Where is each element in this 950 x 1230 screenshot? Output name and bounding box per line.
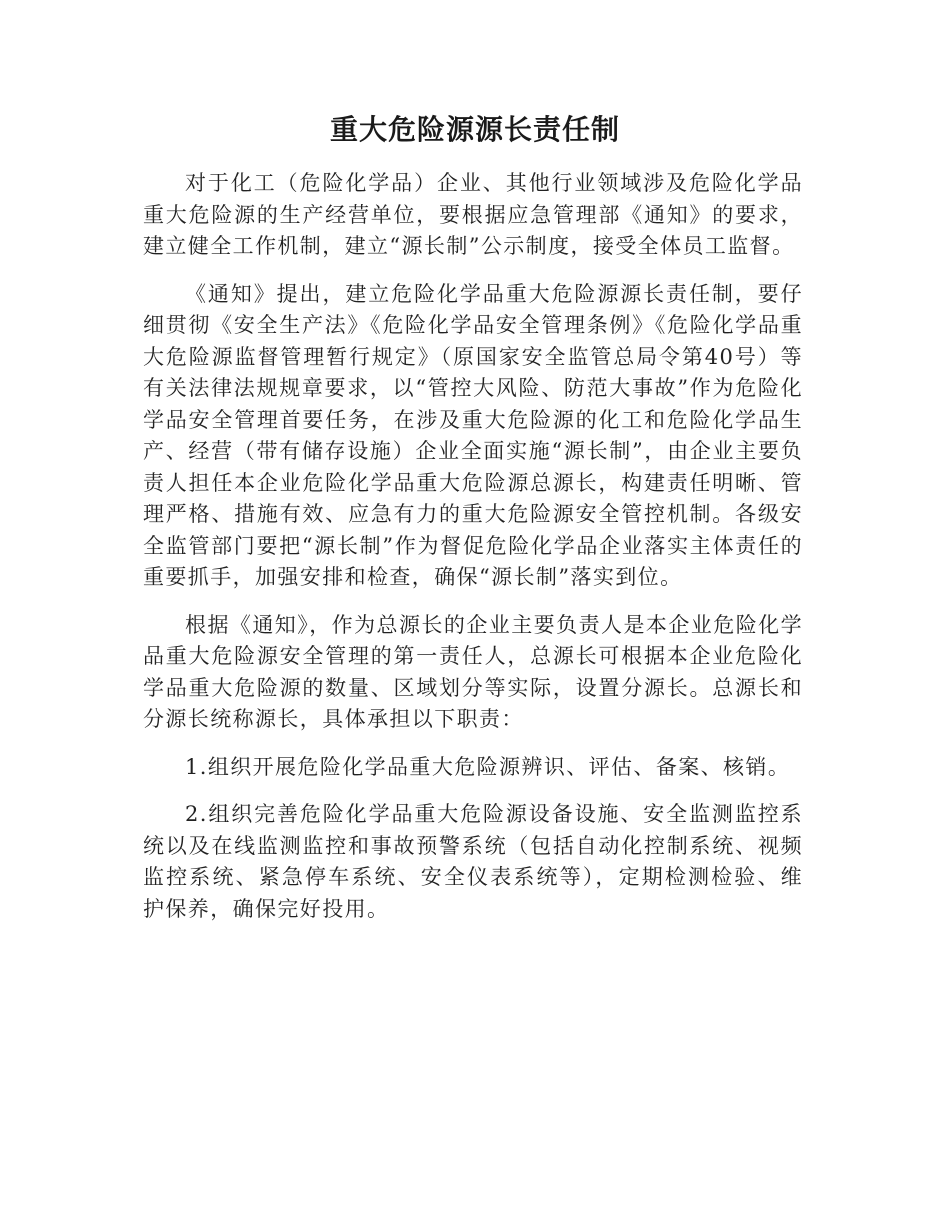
document-title: 重大危险源源长责任制: [329, 113, 620, 146]
paragraph-duty-2: 2.组织完善危险化学品重大危险源设备设施、安全监测监控系统以及在线监测监控和事故预警系统（包括自动化控制系统、视频监控系统、紧急停车系统、安全仪表系统等），定期检测检验、维护保养，确保完好投用。: [143, 802, 803, 921]
paragraph-source-chief-duties: 根据《通知》，作为总源长的企业主要负责人是本企业危险化学品重大危险源安全管理的第一责任人，总源长可根据本企业危险化学品重大危险源的数量、区域划分等实际，设置分源长。总源长和分源长统称源长，具体承担以下职责：: [143, 612, 803, 731]
paragraph-notice-requirements: 《通知》提出，建立危险化学品重大危险源源长责任制，要仔细贯彻《安全生产法》《危险化学品安全管理条例》《危险化学品重大危险源监督管理暂行规定》（原国家安全监管总局令第40号）等有关法律法规规章要求，以“管控大风险、防范大事故”作为危险化学品安全管理首要任务，在涉及重大危险源的化工和危险化学品生产、经营（带有储存设施）企业全面实施“源长制”，由企业主要负责人担任本企业危险化学品重大危险源总源长，构建责任明晰、管理严格、措施有效、应急有力的重大危险源安全管控机制。各级安全监管部门要把“源长制”作为督促危险化学品企业落实主体责任的重要抓手，加强安排和检查，确保“源长制”落实到位。: [143, 281, 803, 589]
paragraph-duty-1: 1.组织开展危险化学品重大危险源辨识、评估、备案、核销。: [185, 754, 791, 779]
paragraph-intro: 对于化工（危险化学品）企业、其他行业领域涉及危险化学品重大危险源的生产经营单位，要根据应急管理部《通知》的要求，建立健全工作机制，建立“源长制”公示制度，接受全体员工监督。: [143, 171, 803, 258]
document-body: [143, 168, 803, 941]
